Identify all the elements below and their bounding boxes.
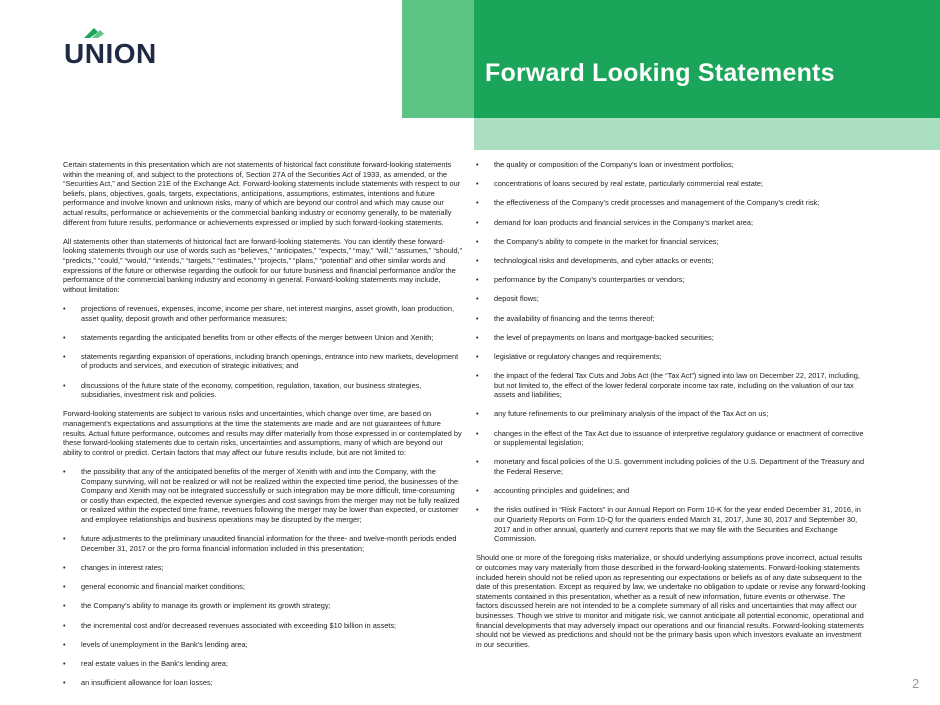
list-item: • an insufficient allowance for loan losses; [63, 678, 463, 688]
union-logo [64, 24, 164, 68]
factors-list-continued [476, 160, 868, 544]
page-title: Forward Looking Statements [485, 59, 835, 87]
header-band-mid [402, 0, 474, 118]
list-item: • changes in the effect of the Tax Act due to issuance of interpretive regulatory guidance or enactment of corrective or supplemental legislation; [476, 429, 868, 448]
list-item: • general economic and financial market conditions; [63, 582, 463, 592]
list-item: • levels of unemployment in the Bank’s lending area; [63, 640, 463, 650]
examples-list [63, 304, 463, 400]
list-item: • statements regarding expansion of operations, including branch openings, entrance into new markets, development of products and services, and execution of strategic initiatives; and [63, 352, 463, 371]
list-item: • the effectiveness of the Company’s credit processes and management of the Company’s credit risk; [476, 198, 868, 208]
left-column [63, 160, 463, 697]
logo-text: UNION [64, 38, 157, 69]
list-item: • concentrations of loans secured by real estate, particularly commercial real estate; [476, 179, 868, 189]
list-item: • the Company’s ability to manage its growth or implement its growth strategy; [63, 601, 463, 611]
list-item: • accounting principles and guidelines; and [476, 486, 868, 496]
list-item: • technological risks and developments, and cyber attacks or events; [476, 256, 868, 266]
list-item: • performance by the Company’s counterparties or vendors; [476, 275, 868, 285]
risks-paragraph: Forward-looking statements are subject to various risks and uncertainties, which change over time, are based on management’s expectations and assumptions at the time the statements are made and are not guarantees of future results. Actual future performance, outcomes and results may differ materially from those expressed in or contemplated by these forward-looking statements due to certain risks, uncertainties and assumptions, many of which are beyond our ability to control or predict. Certain factors that may affect our future results include, but are not limited to: [63, 409, 462, 457]
list-item: • the incremental cost and/or decreased revenues associated with exceeding $10 billion in assets; [63, 621, 463, 631]
list-item: • demand for loan products and financial services in the Company’s market area; [476, 218, 868, 228]
list-item: • the level of prepayments on loans and mortgage-backed securities; [476, 333, 868, 343]
list-item: • any future refinements to our preliminary analysis of the impact of the Tax Act on us; [476, 409, 868, 419]
identification-paragraph: All statements other than statements of historical fact are forward-looking statements. You can identify these forward-looking statements through our use of words such as “believes,” “anticipates,” “expects,” “may,” “will,” “assumes,” “should,” “predicts,” “could,” “would,” “intends,” “targets,” “estimates,” “projects,” “plans,” “potential” and other similar words and expressions of the future or otherwise regarding the outlook for our future business and financial performance and/or the performance of the commercial banking industry and economy in general. Forward-looking statements may include, without limitation: [63, 236, 463, 294]
factors-list [63, 467, 463, 688]
list-item: • the Company’s ability to compete in the market for financial services; [476, 237, 868, 247]
list-item: • the quality or composition of the Company’s loan or investment portfolios; [476, 160, 868, 170]
right-column [476, 160, 868, 659]
list-item: • discussions of the future state of the economy, competition, regulation, taxation, our business strategies, subsidiaries, investment risk and policies. [63, 381, 463, 400]
list-item: • the risks outlined in “Risk Factors” in our Annual Report on Form 10-K for the year ended December 31, 2016, in our Quarterly Reports on Form 10-Q for the quarters ended March 31, 2017, June 30, 2017 and September 30, 2017 and in other annual, quarterly and current reports that we may file with the Securities and Exchange Commission. [476, 505, 868, 543]
intro-paragraph: Certain statements in this presentation which are not statements of historical fact constitute forward-looking statements within the meaning of, and subject to the protections of, Section 27A of the Securities Act of 1933, as amended, or the “Securities Act,” and Section 21E of the Exchange Act. Forward-looking statements include statements with respect to our beliefs, plans, objectives, goals, targets, expectations, anticipations, assumptions, estimates, intentions and future performance and involve known and unknown risks, many of which are beyond our control and which may cause our actual results, performance or achievements or the commercial banking industry or economy generally, to be materially different from future results, performance or achievements expressed or implied by such forward-looking statements. [63, 160, 461, 227]
list-item: • deposit flows; [476, 294, 868, 304]
list-item: • statements regarding the anticipated benefits from or other effects of the merger between Union and Xenith; [63, 333, 463, 343]
list-item: • the possibility that any of the anticipated benefits of the merger of Xenith with and into the Company, with the Company surviving, will not be realized or will not be realized within the expected time period, the businesses of the Company and Xenith may not be integrated successfully or such integration may be more difficult, time-consuming or costly than expected, the expected revenue synergies and cost savings from the merger may not be fully realized or realized within the expected time frame, revenues following the merger may be lower than expected, or customer and employee relationships and business operations may be disrupted by the merger; [63, 467, 463, 525]
list-item: • the impact of the federal Tax Cuts and Jobs Act (the “Tax Act”) signed into law on December 22, 2017, including, but not limited to, the effect of the lower federal corporate income tax rate, including on the valuation of our tax assets and liabilities; [476, 371, 868, 400]
header-band-light [474, 118, 940, 150]
list-item: • future adjustments to the preliminary unaudited financial information for the three- and twelve-month periods ended December 31, 2017 or the pro forma financial information included in this presentation; [63, 534, 463, 553]
list-item: • the availability of financing and the terms thereof; [476, 314, 868, 324]
list-item: • projections of revenues, expenses, income, income per share, net interest margins, asset growth, loan production, asset quality, deposit growth and other performance measures; [63, 304, 463, 323]
list-item: • real estate values in the Bank’s lending area; [63, 659, 463, 669]
list-item: • changes in interest rates; [63, 563, 463, 573]
page-number: 2 [912, 676, 920, 691]
list-item: • monetary and fiscal policies of the U.S. government including policies of the U.S. Department of the Treasury and the Federal Reserve; [476, 457, 868, 476]
list-item: • legislative or regulatory changes and requirements; [476, 352, 868, 362]
closing-paragraph: Should one or more of the foregoing risks materialize, or should underlying assumptions prove incorrect, actual results or outcomes may vary materially from those described in the forward-looking statements. Forward-looking statements included herein should not be relied upon as representing our expectations or beliefs as of any date subsequent to the date of this presentation. Except as required by law, we undertake no obligation to update or revise any forward-looking statements contained in this presentation, whether as a result of new information, future events or otherwise. The factors discussed herein are not intended to be a complete summary of all risks and uncertainties that may affect our businesses. Though we strive to monitor and mitigate risk, we cannot anticipate all potential economic, operational and financial developments that may adversely impact our operations and our financial results. Forward-looking statements should not be viewed as predictions and should not be the primary basis upon which investors evaluate an investment in our securities. [476, 553, 866, 649]
